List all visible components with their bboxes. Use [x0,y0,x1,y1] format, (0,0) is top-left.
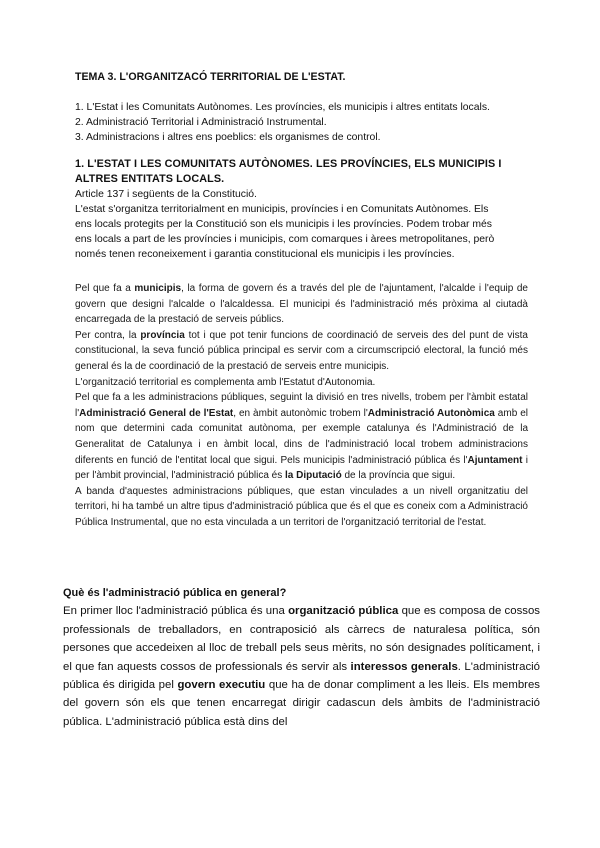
body-line-1: L'estat s'organitza territorialment en municipis, províncies i en Comunitats Autònomes. Els [75,204,489,215]
paragraph-provincia: Per contra, la província tot i que pot tenir funcions de coordinació de serveis des del punt de vista constitucional, la seva funció pública principal es servir com a circumscripció electoral, la funció més general és la de coordinació de la prestació de serveis entre municipis. [75,329,528,372]
paragraph-estatut: L'organització territorial es complementa amb l'Estatut d'Autonomia. [75,376,376,388]
toc-item-3: 3. Administracions i altres ens poeblics: els organismes de control. [75,132,381,143]
page-title: TEMA 3. L'ORGANITZACÓ TERRITORIAL DE L'ESTAT. [75,71,346,83]
toc-item-2: 2. Administració Territorial i Administració Instrumental. [75,117,327,128]
paragraph-municipis: Pel que fa a municipis, la forma de govern és a través del ple de l'ajuntament, l'alcalde i l'equip de govern que designi l'alcalde o l'alcaldessa. El municipi és l'administració més pròxima al ciutadà encarregada de la prestació de serveis públics. [75,283,528,326]
table-of-contents [75,100,490,145]
body-line-3: ens locals a part de les províncies i municipis, com comarques i àrees metropolitanes, però [75,234,495,245]
body-line-2: ens locals protegits per la Constitució son els municipis i les províncies. Podem trobar més [75,219,492,230]
toc-item-1: 1. L'Estat i les Comunitats Autònomes. Les províncies, els municipis i altres entitats locals. [75,102,490,113]
article-reference: Article 137 i següents de la Constitució. [75,189,257,200]
paragraph-administracio-publica: En primer lloc l'administració pública és una organització pública que es composa de cossos professionals de treballadors, en contraposició als càrrecs de naturalesa política, són persones que accedeixen al lloc de treball pels seus mèrits, no són designades políticament, i el que fan aquests cossos de professionals és servir als interessos generals. L'administració pública és dirigida pel govern executiu que ha de donar compliment a les lleis. Els membres del govern són els que tenen encarregat dirigir cadascun dels àmbits de l'administració pública. L'administració pública està dins del [63,605,540,728]
section-heading-line-2: ALTRES ENTITATS LOCALS. [75,173,225,185]
section-heading-line-1: 1. L'ESTAT I LES COMUNITATS AUTÒNOMES. LES PROVÍNCIES, ELS MUNICIPIS I [75,158,502,170]
scanned-text-block [75,281,528,531]
section-1 [75,157,535,262]
question-heading: Què és l'administració pública en general? [63,587,287,599]
paragraph-instrumental: A banda d'aquestes administracions públiques, que estan vinculades a un nivell organitzatiu del territori, hi ha també un altre tipus d'administració pública que és el que es coneix com a Administració Pública Instrumental, que no esta vinculada a un territori de l'organització territorial de l'estat. [75,485,528,528]
body-line-4: només tenen reconeixement i garantia constitucional els municipis i les províncies. [75,249,455,260]
paragraph-administracions: Pel que fa a les administracions públiques, seguint la divisió en tres nivells, trobem per l'àmbit estatal l'Administració General de l'Estat, en àmbit autonòmic trobem l'Administració Autonòmica amb el nom que determini cada comunitat autònoma, per exemple catalunya és l'Administració de la Generalitat de Catalunya i en àmbit local, dins de l'administració local trobem administracions diferents en funció de l'entitat local que sigui. Pels municipis l'administració pública és l'Ajuntament i per l'àmbit provincial, l'administració pública és la Diputació de la província que sigui. [75,392,529,482]
text-block-administracio [63,584,540,731]
